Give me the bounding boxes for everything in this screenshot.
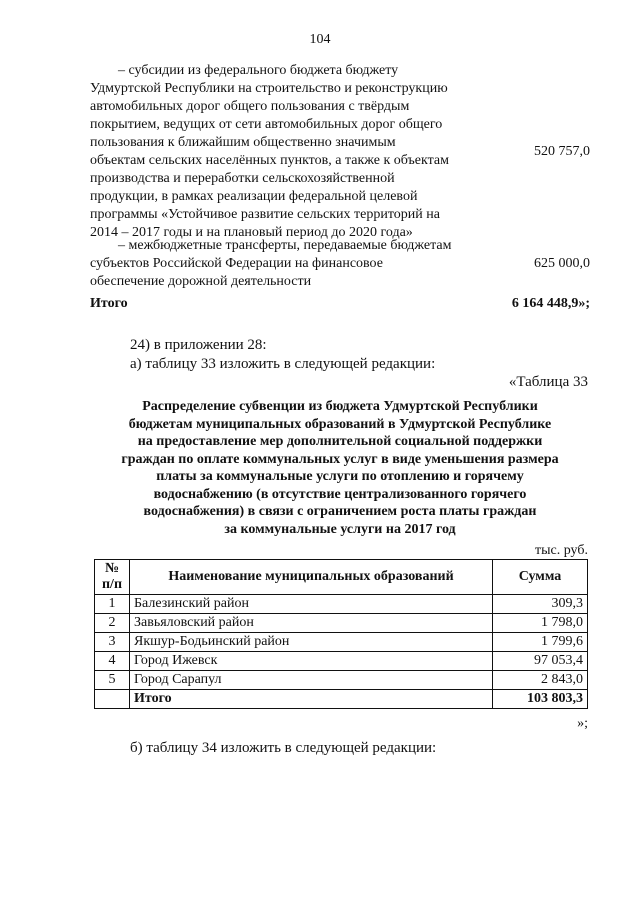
- table-row: [95, 671, 588, 690]
- row-name: Завьяловский район: [130, 614, 493, 633]
- paragraph-24: 24) в приложении 28:: [130, 337, 267, 353]
- item-line: покрытием, ведущих от сети автомобильных дорог общего: [90, 117, 443, 132]
- row-sum: 2 843,0: [493, 671, 588, 690]
- table-total-row: [95, 690, 588, 709]
- row-sum: 309,3: [493, 595, 588, 614]
- title-line: Распределение субвенции из бюджета Удмуртской Республики: [142, 399, 538, 414]
- row-number: 1: [95, 595, 130, 614]
- table-row: [95, 652, 588, 671]
- page-number: 104: [309, 32, 331, 47]
- table-row: [95, 595, 588, 614]
- header-number: [95, 560, 130, 595]
- row-name: Якшур-Бодьинский район: [130, 633, 493, 652]
- title-line: на предоставление мер дополнительной социальной поддержки: [137, 434, 543, 449]
- item-line: Удмуртской Республики на строительство и реконструкцию: [90, 81, 448, 96]
- total-value: 6 164 448,9»;: [511, 296, 590, 311]
- item-amount: 625 000,0: [534, 256, 590, 271]
- row-number: 2: [95, 614, 130, 633]
- header-name: Наименование муниципальных образований: [130, 560, 493, 595]
- title-line: водоснабжению (в отсутствие централизованного горячего: [153, 486, 527, 502]
- total-row-sum: 103 803,3: [493, 690, 588, 709]
- item-line: – субсидии из федерального бюджета бюджету: [118, 63, 399, 78]
- item-line: – межбюджетные трансферты, передаваемые бюджетам: [118, 238, 452, 253]
- item-line: программы «Устойчивое развитие сельских территорий на: [90, 207, 440, 222]
- table-row: [95, 614, 588, 633]
- row-name: Балезинский район: [130, 595, 493, 614]
- table-title: [90, 398, 590, 538]
- item-line: пользования к ближайшим общественно значимым: [90, 135, 396, 150]
- row-number: 5: [95, 671, 130, 690]
- total-row-number: [95, 690, 130, 709]
- row-number: 3: [95, 633, 130, 652]
- section-total: [90, 296, 590, 312]
- row-sum: 97 053,4: [493, 652, 588, 671]
- item-amount: 520 757,0: [534, 144, 590, 159]
- row-sum: 1 799,6: [493, 633, 588, 652]
- header-number-line2: п/п: [101, 577, 123, 592]
- row-name: Город Сарапул: [130, 671, 493, 690]
- header-sum: Сумма: [493, 560, 588, 595]
- item-line: продукции, в рамках реализации федеральной целевой: [90, 189, 418, 204]
- title-line: водоснабжения) в связи с ограничением роста платы граждан: [143, 504, 537, 519]
- subvention-table: [94, 559, 588, 709]
- item-line: 2014 – 2017 годы и на плановый период до 2020 года»: [90, 225, 413, 240]
- item-line: объектам сельских населённых пунктов, а также к объектам: [90, 153, 449, 168]
- total-label: Итого: [90, 296, 128, 311]
- row-name: Город Ижевск: [130, 652, 493, 671]
- budget-item-transfers: [90, 237, 590, 291]
- total-row-name: Итого: [130, 690, 493, 709]
- item-line: производства и переработки сельскохозяйственной: [90, 171, 395, 186]
- item-line: субъектов Российской Федерации на финансовое: [90, 256, 383, 271]
- item-line: обеспечение дорожной деятельности: [90, 274, 312, 289]
- closing-mark: »;: [577, 716, 588, 731]
- title-line: бюджетам муниципальных образований в Удмуртской Республике: [128, 416, 552, 432]
- table-header-row: [95, 560, 588, 595]
- item-line: автомобильных дорог общего пользования с твёрдым: [90, 99, 410, 114]
- row-sum: 1 798,0: [493, 614, 588, 633]
- row-number: 4: [95, 652, 130, 671]
- table-reference: «Таблица 33: [508, 374, 588, 390]
- paragraph-a: а) таблицу 33 изложить в следующей редакции:: [130, 356, 436, 372]
- table-row: [95, 633, 588, 652]
- paragraph-b: б) таблицу 34 изложить в следующей редакции:: [130, 740, 437, 756]
- budget-item-subsidies: [90, 62, 590, 242]
- title-line: платы за коммунальные услуги по отоплению и горячему: [156, 469, 524, 484]
- header-number-line1: №: [104, 561, 120, 576]
- title-line: за коммунальные услуги на 2017 год: [224, 521, 456, 537]
- unit-label: тыс. руб.: [535, 543, 588, 558]
- title-line: граждан по оплате коммунальных услуг в виде уменьшения размера: [121, 451, 559, 467]
